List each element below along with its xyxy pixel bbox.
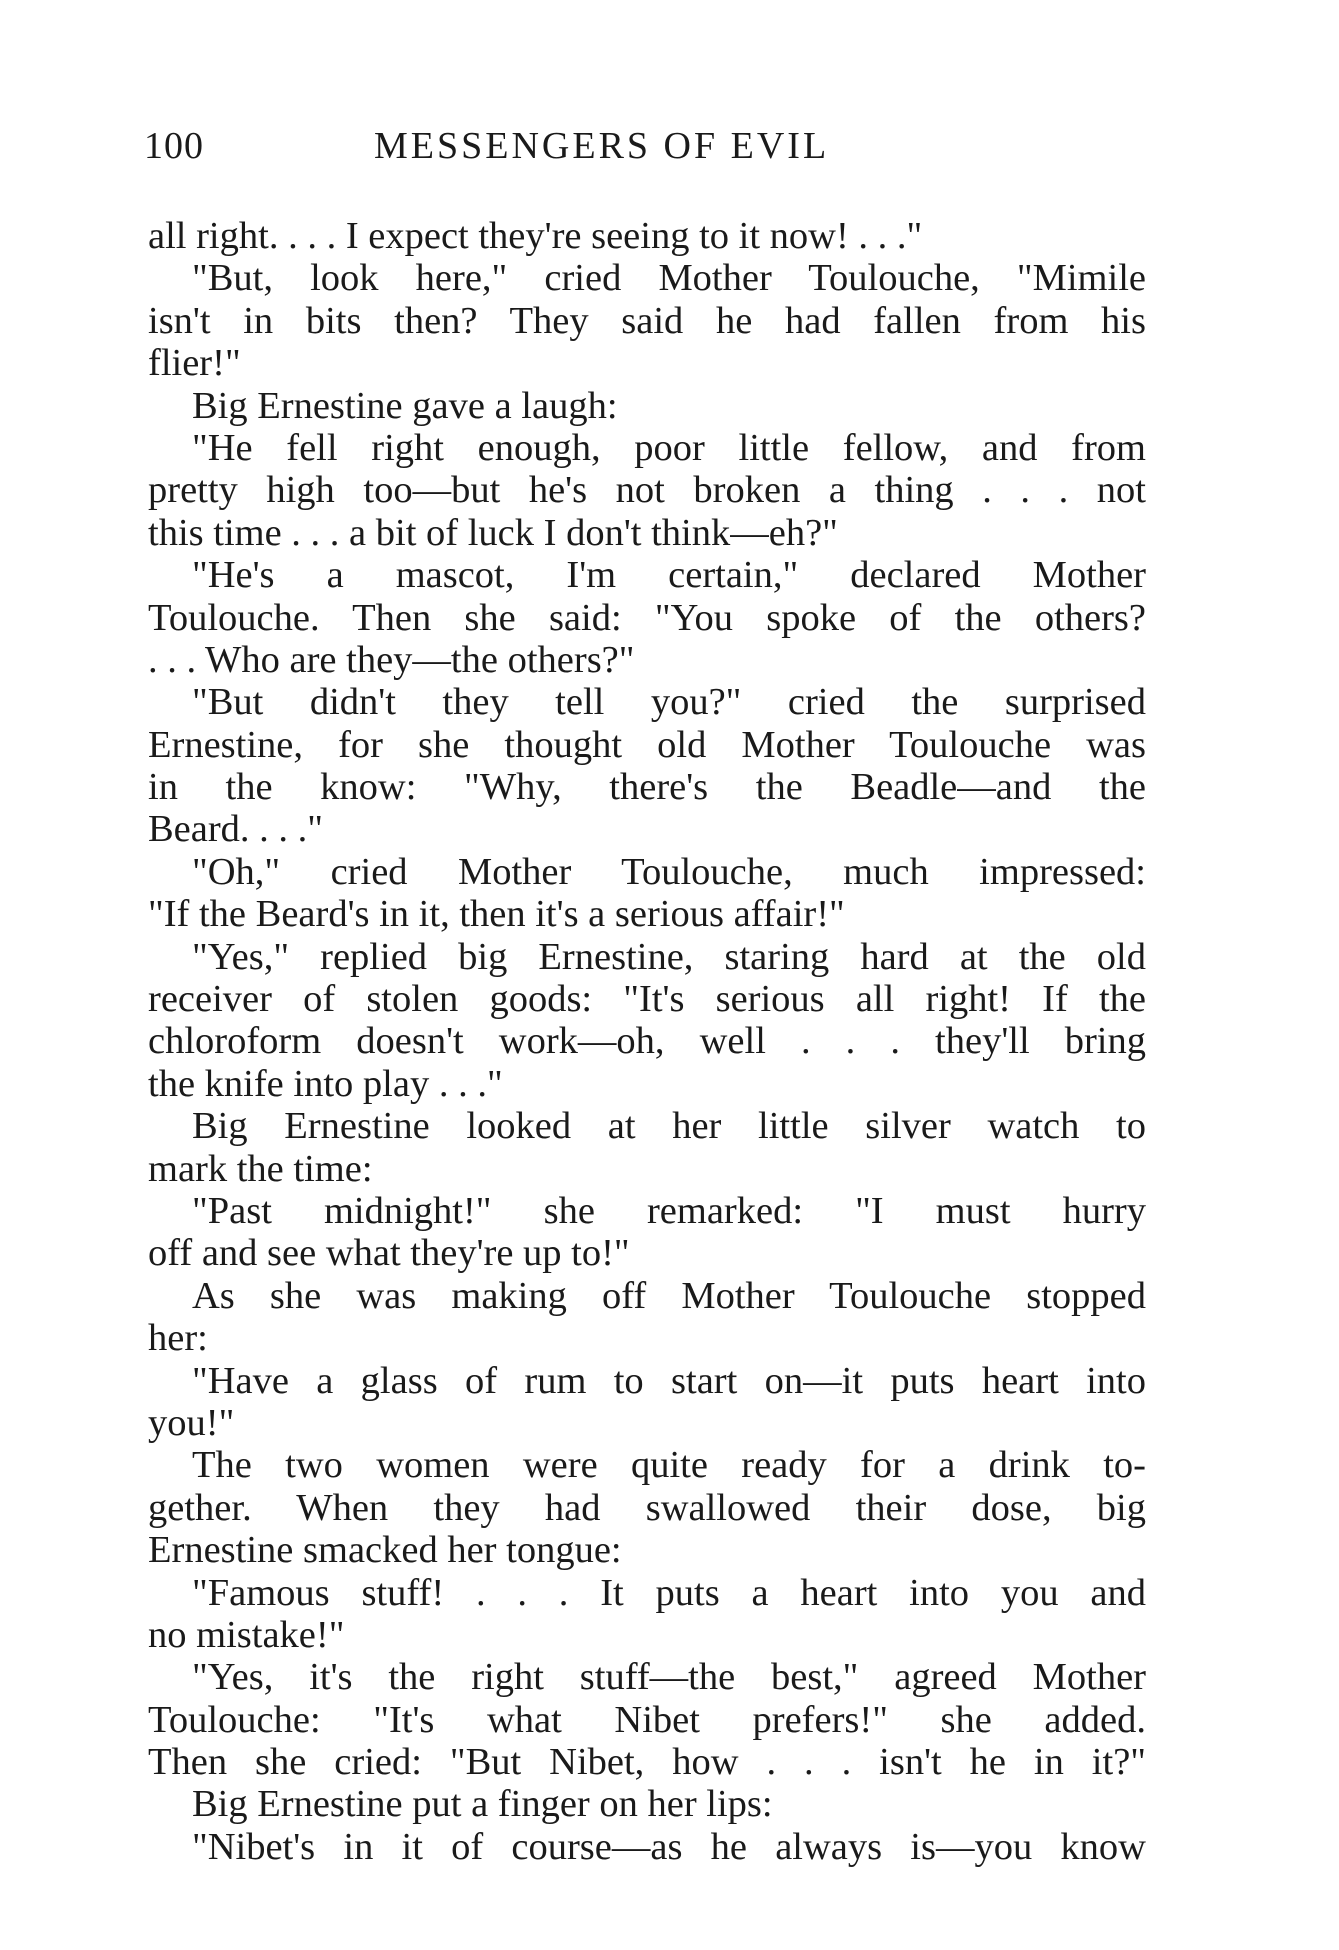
text-line: "He's a mascot, I'm certain," declared Mother — [192, 554, 1146, 597]
text-line: all right. . . . I expect they're seeing to it now! . . ." — [148, 215, 923, 257]
text-line: receiver of stolen goods: "It's serious all right! If the — [148, 978, 1146, 1021]
text-line: isn't in bits then? They said he had fallen from his — [148, 299, 1146, 342]
text-line: "But, look here," cried Mother Toulouche, "Mimile — [192, 257, 1146, 300]
text-line: no mistake!" — [148, 1613, 345, 1656]
running-title: MESSENGERS OF EVIL — [374, 125, 830, 167]
text-line: "He fell right enough, poor little fellow, and from — [192, 426, 1146, 469]
text-line: Ernestine, for she thought old Mother Toulouche was — [148, 723, 1146, 766]
text-line: "Yes," replied big Ernestine, staring hard at the old — [192, 935, 1146, 978]
text-line: this time . . . a bit of luck I don't think—eh?" — [148, 511, 838, 554]
text-line: Big Ernestine put a finger on her lips: — [192, 1783, 773, 1826]
text-line: flier!" — [148, 342, 241, 385]
text-line: Ernestine smacked her tongue: — [148, 1529, 622, 1572]
text-line: "But didn't they tell you?" cried the surprised — [192, 681, 1146, 724]
text-line: "Famous stuff! . . . It puts a heart into you and — [192, 1571, 1146, 1614]
text-line: "Past midnight!" she remarked: "I must hurry — [192, 1189, 1146, 1232]
text-line: mark the time: — [148, 1147, 373, 1190]
text-line: Big Ernestine gave a laugh: — [192, 384, 618, 427]
text-line: in the know: "Why, there's the Beadle—and the — [148, 766, 1146, 809]
text-line: . . . Who are they—the others?" — [148, 638, 635, 681]
text-line: off and see what they're up to!" — [148, 1232, 630, 1275]
page-number: 100 — [144, 125, 204, 167]
text-line: "Nibet's in it of course—as he always is—you know — [192, 1825, 1146, 1868]
body-text — [148, 215, 1146, 1868]
text-line: chloroform doesn't work—oh, well . . . they'll bring — [148, 1020, 1146, 1063]
text-line: the knife into play . . ." — [148, 1062, 503, 1105]
text-line: Then she cried: "But Nibet, how . . . isn't he in it?" — [148, 1741, 1146, 1784]
text-line: The two women were quite ready for a drink to- — [192, 1444, 1146, 1487]
text-line: Toulouche. Then she said: "You spoke of the others? — [148, 596, 1146, 639]
text-line: "Oh," cried Mother Toulouche, much impressed: — [192, 850, 1146, 893]
text-line: gether. When they had swallowed their dose, big — [148, 1486, 1146, 1529]
text-line: Toulouche: "It's what Nibet prefers!" she added. — [148, 1698, 1146, 1741]
text-line: Beard. . . ." — [148, 808, 324, 851]
text-line: her: — [148, 1317, 208, 1360]
text-line: pretty high too—but he's not broken a thing . . . not — [148, 469, 1146, 512]
text-line: "Yes, it's the right stuff—the best," agreed Mother — [192, 1656, 1146, 1699]
text-line: "If the Beard's in it, then it's a serious affair!" — [148, 893, 845, 936]
text-line: "Have a glass of rum to start on—it puts heart into — [192, 1359, 1146, 1402]
page-header — [144, 124, 1144, 174]
text-line: As she was making off Mother Toulouche stopped — [192, 1274, 1146, 1317]
text-line: Big Ernestine looked at her little silver watch to — [192, 1105, 1146, 1148]
text-line: you!" — [148, 1401, 235, 1444]
